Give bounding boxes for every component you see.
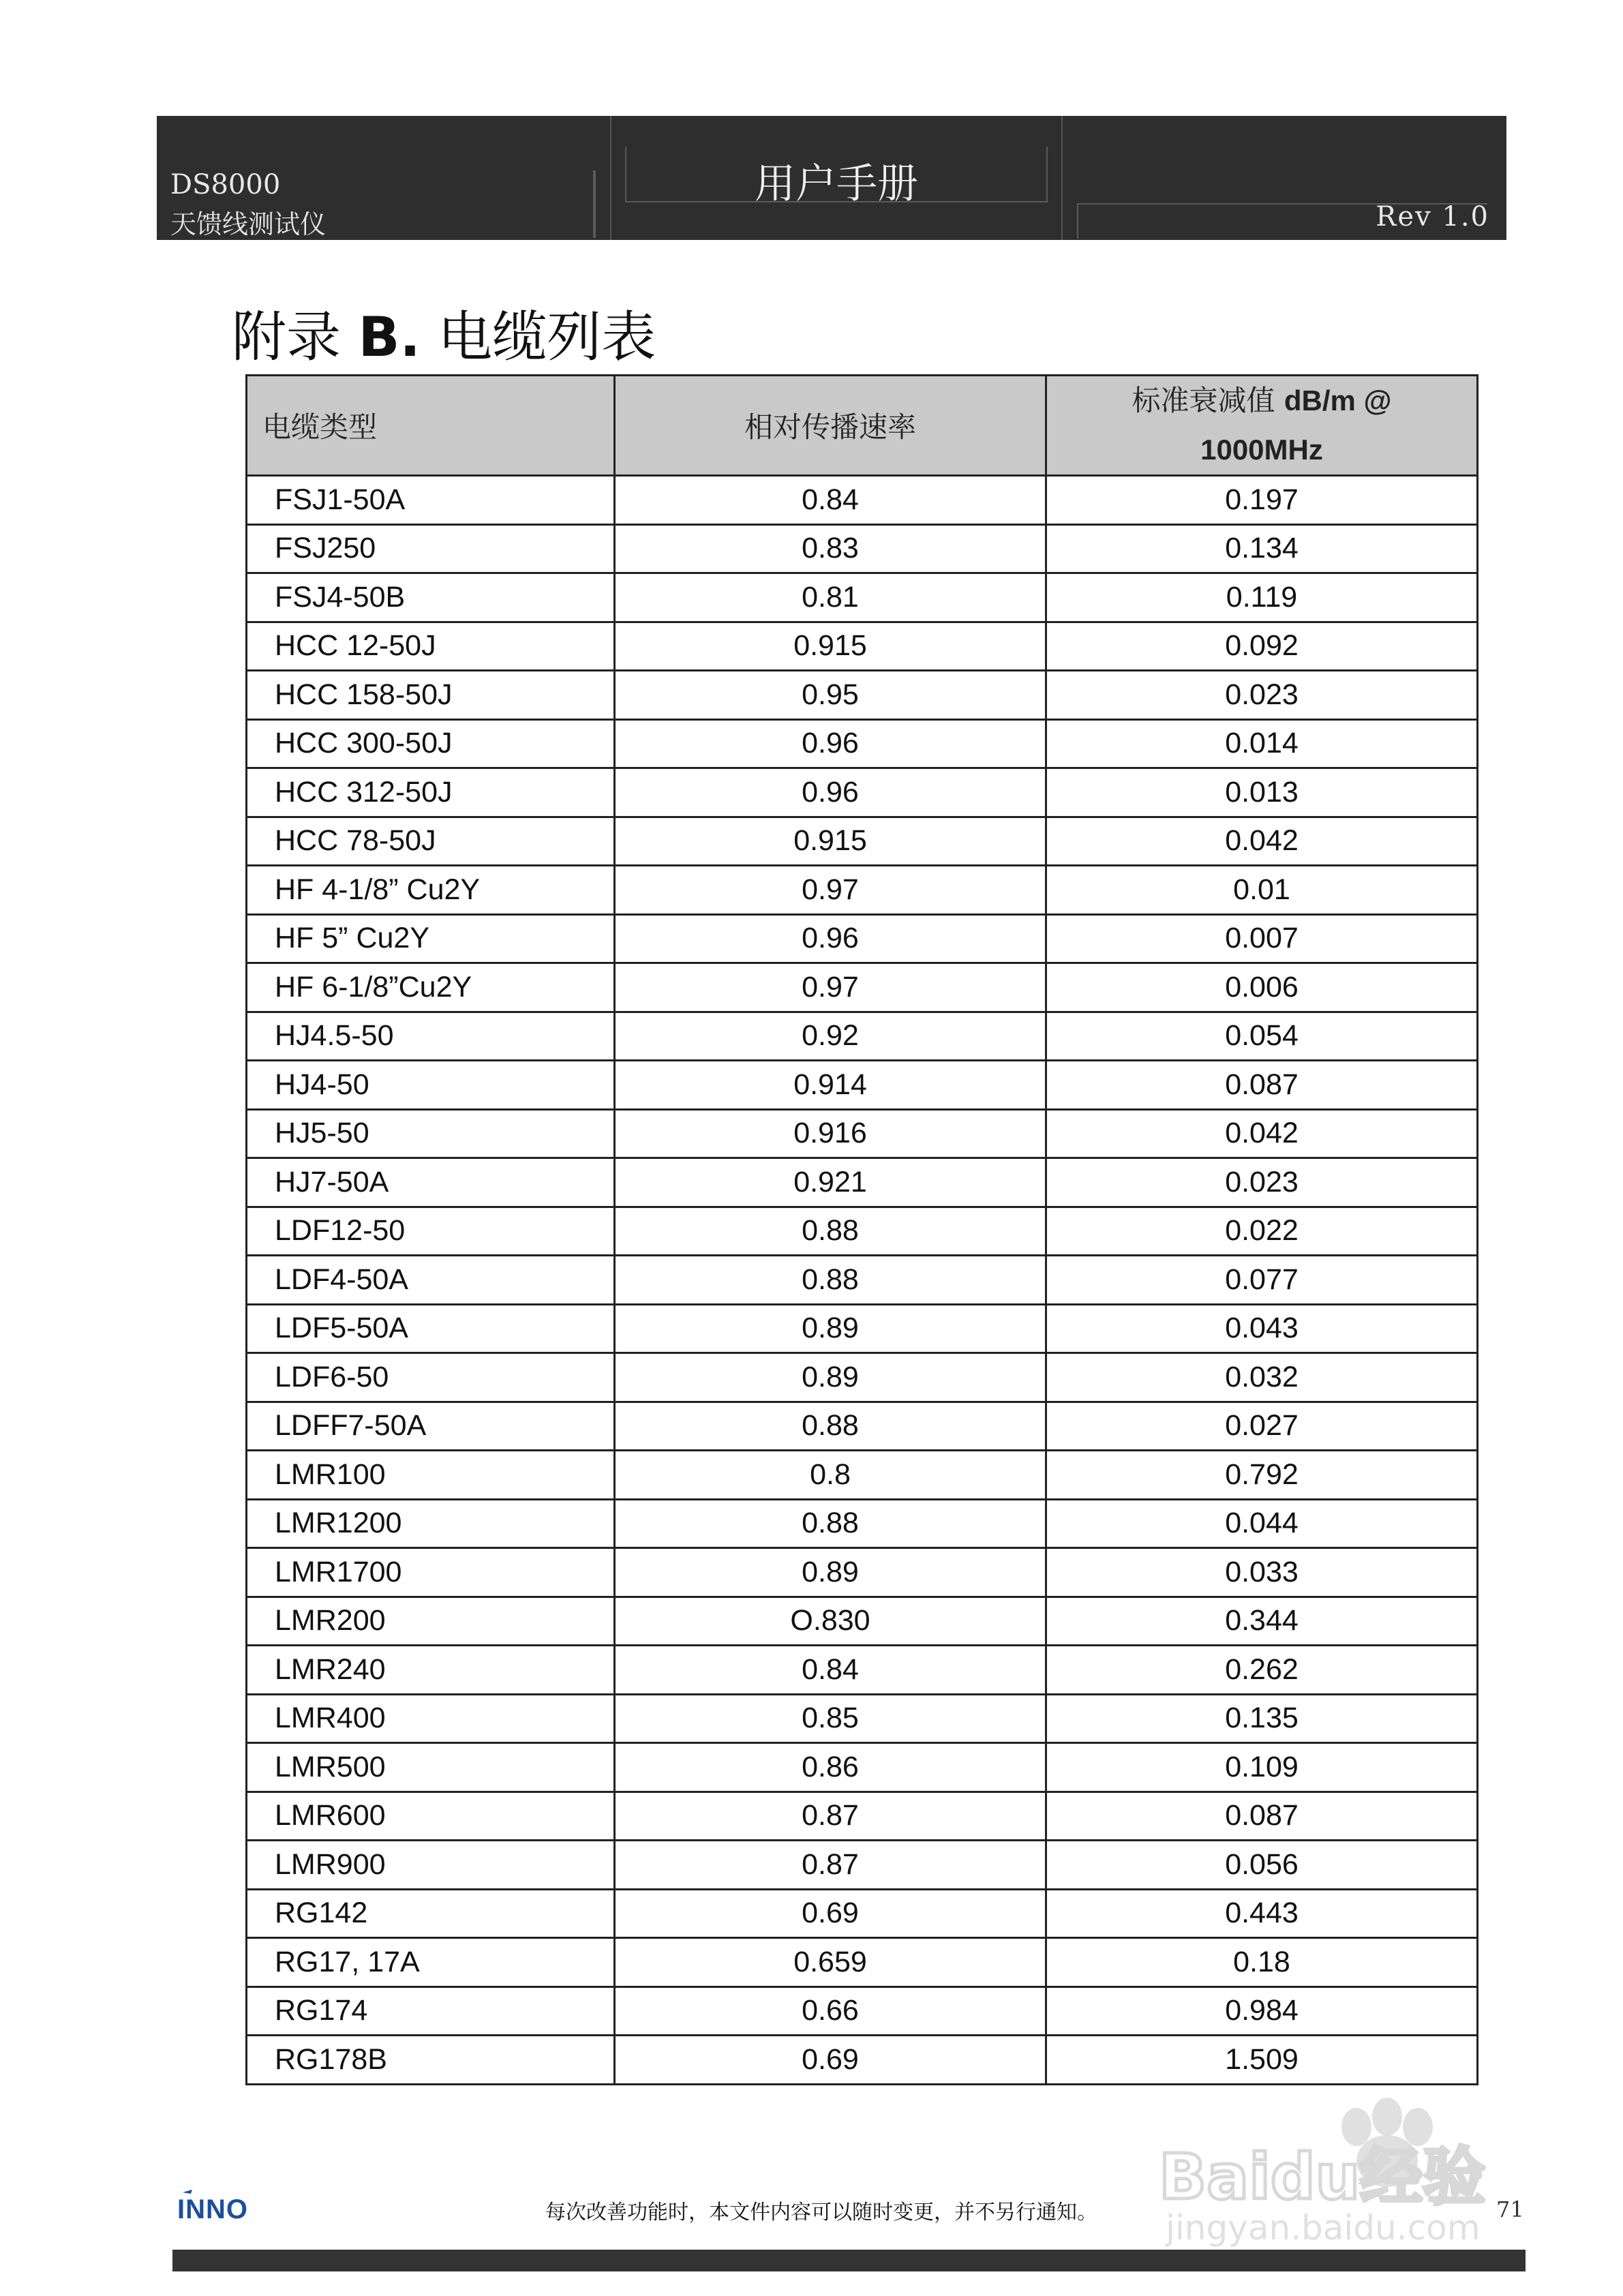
cell-cable-type: HJ4.5-50 (247, 1012, 615, 1061)
footer-notice: 每次改善功能时，本文件内容可以随时变更，并不另行通知。 (545, 2201, 1097, 2224)
cell-velocity: 0.84 (615, 476, 1046, 525)
cell-attenuation: 0.792 (1046, 1451, 1478, 1500)
header-attenuation-cn: 标准衰减值 (1132, 384, 1275, 417)
table-row (247, 963, 1478, 1012)
cell-velocity: 0.88 (615, 1402, 1046, 1451)
cell-attenuation: 0.135 (1046, 1694, 1478, 1743)
table-row (247, 2036, 1478, 2085)
table-row (247, 1158, 1478, 1207)
cell-cable-type: LDF5-50A (247, 1304, 615, 1353)
header-attenuation-unit: dB/m @ (1284, 384, 1392, 417)
cell-cable-type: RG174 (247, 1987, 615, 2036)
cell-cable-type: LDF4-50A (247, 1256, 615, 1305)
cell-velocity: 0.83 (615, 524, 1046, 573)
cell-velocity: 0.66 (615, 1987, 1046, 2036)
header-velocity: 相对传播速率 (615, 376, 1046, 476)
table-row (247, 1012, 1478, 1061)
table-row (247, 1694, 1478, 1743)
cell-velocity: 0.96 (615, 914, 1046, 963)
cell-attenuation: 0.014 (1046, 719, 1478, 768)
cell-attenuation: 0.043 (1046, 1304, 1478, 1353)
cell-cable-type: LMR200 (247, 1597, 615, 1646)
cell-cable-type: HF 6-1/8”Cu2Y (247, 963, 615, 1012)
inno-logo (177, 2190, 286, 2221)
cell-velocity: 0.81 (615, 573, 1046, 622)
cell-attenuation: 0.013 (1046, 768, 1478, 817)
table-row (247, 671, 1478, 720)
logo-text: INNO (177, 2194, 248, 2221)
header-left-panel (157, 116, 607, 240)
cell-cable-type: LMR1200 (247, 1499, 615, 1548)
table-row (247, 1938, 1478, 1987)
cell-attenuation: 0.443 (1046, 1889, 1478, 1938)
cell-cable-type: LMR240 (247, 1646, 615, 1695)
cell-cable-type: HCC 78-50J (247, 817, 615, 866)
table-row (247, 768, 1478, 817)
cell-cable-type: FSJ4-50B (247, 573, 615, 622)
cell-attenuation: 0.027 (1046, 1402, 1478, 1451)
table-row (247, 719, 1478, 768)
header-model: DS8000 (170, 169, 281, 200)
cell-velocity: 0.97 (615, 963, 1046, 1012)
page-title-prefix: 附录 (232, 305, 341, 369)
cell-velocity: 0.95 (615, 671, 1046, 720)
cell-attenuation: 0.006 (1046, 963, 1478, 1012)
cell-velocity: 0.89 (615, 1304, 1046, 1353)
cell-attenuation: 0.054 (1046, 1012, 1478, 1061)
cell-velocity: 0.69 (615, 2036, 1046, 2085)
cell-velocity: 0.89 (615, 1548, 1046, 1597)
table-row (247, 1402, 1478, 1451)
cell-velocity: 0.8 (615, 1451, 1046, 1500)
cable-table (245, 374, 1478, 2085)
cell-cable-type: HF 4-1/8” Cu2Y (247, 866, 615, 915)
header-attenuation-line1 (1047, 376, 1476, 425)
cell-cable-type: RG178B (247, 2036, 615, 2085)
cell-velocity: 0.88 (615, 1207, 1046, 1256)
table-row (247, 1889, 1478, 1938)
cell-velocity: 0.89 (615, 1353, 1046, 1402)
table-row (247, 1304, 1478, 1353)
table-row (247, 1743, 1478, 1792)
page-number: 71 (1496, 2196, 1524, 2222)
table-row (247, 476, 1478, 525)
header-revision: Rev 1.0 (1376, 201, 1489, 232)
cell-velocity: 0.88 (615, 1499, 1046, 1548)
cell-velocity: 0.84 (615, 1646, 1046, 1695)
cell-velocity: 0.97 (615, 866, 1046, 915)
cell-velocity: 0.87 (615, 1792, 1046, 1841)
cell-attenuation: 0.18 (1046, 1938, 1478, 1987)
cell-cable-type: LMR100 (247, 1451, 615, 1500)
cell-attenuation: 0.032 (1046, 1353, 1478, 1402)
cell-cable-type: LMR500 (247, 1743, 615, 1792)
page-title-name: 电缆列表 (438, 305, 656, 369)
cell-velocity: 0.915 (615, 622, 1046, 671)
header-divider (593, 170, 596, 238)
cell-cable-type: LMR400 (247, 1694, 615, 1743)
cell-attenuation: 0.262 (1046, 1646, 1478, 1695)
header-attenuation-freq: 1000MHz (1200, 434, 1323, 466)
cell-velocity: 0.659 (615, 1938, 1046, 1987)
cell-velocity: 0.87 (615, 1841, 1046, 1890)
cell-velocity: 0.921 (615, 1158, 1046, 1207)
cell-attenuation: 0.077 (1046, 1256, 1478, 1305)
cell-cable-type: HCC 300-50J (247, 719, 615, 768)
table-row (247, 817, 1478, 866)
cell-velocity: 0.86 (615, 1743, 1046, 1792)
cell-velocity: 0.915 (615, 817, 1046, 866)
cell-attenuation: 0.087 (1046, 1061, 1478, 1110)
table-row (247, 1646, 1478, 1695)
page-title-letter: B. (358, 305, 421, 369)
table-row (247, 1499, 1478, 1548)
cell-attenuation: 0.01 (1046, 866, 1478, 915)
header-subtitle: 天馈线测试仪 (170, 209, 327, 239)
cell-cable-type: HJ5-50 (247, 1109, 615, 1158)
table-row (247, 1061, 1478, 1110)
table-row (247, 866, 1478, 915)
cell-attenuation: 0.197 (1046, 476, 1478, 525)
cell-velocity: 0.96 (615, 719, 1046, 768)
header-center-panel (610, 116, 1063, 240)
cell-attenuation: 0.119 (1046, 573, 1478, 622)
cell-attenuation: 0.033 (1046, 1548, 1478, 1597)
cell-attenuation: 0.092 (1046, 622, 1478, 671)
cell-cable-type: LDFF7-50A (247, 1402, 615, 1451)
cell-attenuation: 0.042 (1046, 817, 1478, 866)
cell-cable-type: HCC 158-50J (247, 671, 615, 720)
table-row (247, 1207, 1478, 1256)
cell-attenuation: 0.042 (1046, 1109, 1478, 1158)
cell-velocity: 0.916 (615, 1109, 1046, 1158)
cell-velocity: 0.88 (615, 1256, 1046, 1305)
table-row (247, 1548, 1478, 1597)
table-row (247, 1451, 1478, 1500)
table-row (247, 1353, 1478, 1402)
cell-velocity: 0.69 (615, 1889, 1046, 1938)
cell-cable-type: LMR600 (247, 1792, 615, 1841)
page-title (232, 293, 656, 372)
cell-cable-type: HCC 312-50J (247, 768, 615, 817)
table-row (247, 1987, 1478, 2036)
header-right-panel (1063, 116, 1506, 240)
cell-attenuation: 0.087 (1046, 1792, 1478, 1841)
document-header (157, 116, 1506, 240)
header-title: 用户手册 (755, 160, 918, 208)
table-row (247, 1109, 1478, 1158)
cell-attenuation: 0.023 (1046, 671, 1478, 720)
baidu-watermark (1152, 2079, 1534, 2250)
cell-cable-type: HJ4-50 (247, 1061, 615, 1110)
cell-attenuation: 0.022 (1046, 1207, 1478, 1256)
cell-cable-type: HF 5” Cu2Y (247, 914, 615, 963)
watermark-url: jingyan.baidu.com (1166, 2208, 1481, 2248)
cell-cable-type: LMR1700 (247, 1548, 615, 1597)
cell-attenuation: 0.023 (1046, 1158, 1478, 1207)
cell-attenuation: 1.509 (1046, 2036, 1478, 2085)
cell-velocity: 0.85 (615, 1694, 1046, 1743)
table-row (247, 914, 1478, 963)
cell-attenuation: 0.007 (1046, 914, 1478, 963)
table-header-row (247, 376, 1478, 476)
cell-cable-type: HCC 12-50J (247, 622, 615, 671)
table-row (247, 622, 1478, 671)
cell-velocity: 0.96 (615, 768, 1046, 817)
table-body (247, 476, 1478, 2085)
footer-bar (172, 2250, 1526, 2271)
cell-cable-type: RG17, 17A (247, 1938, 615, 1987)
cell-cable-type: LMR900 (247, 1841, 615, 1890)
cell-attenuation: 0.984 (1046, 1987, 1478, 2036)
header-cable-type: 电缆类型 (247, 376, 615, 476)
table-row (247, 1841, 1478, 1890)
table-row (247, 573, 1478, 622)
table-row (247, 524, 1478, 573)
cell-cable-type: LDF12-50 (247, 1207, 615, 1256)
cell-velocity: O.830 (615, 1597, 1046, 1646)
cell-attenuation: 0.134 (1046, 524, 1478, 573)
table-row (247, 1256, 1478, 1305)
cell-attenuation: 0.344 (1046, 1597, 1478, 1646)
table-row (247, 1792, 1478, 1841)
cell-attenuation: 0.109 (1046, 1743, 1478, 1792)
header-attenuation (1046, 376, 1478, 476)
cell-cable-type: FSJ250 (247, 524, 615, 573)
cell-attenuation: 0.056 (1046, 1841, 1478, 1890)
cell-cable-type: RG142 (247, 1889, 615, 1938)
cell-velocity: 0.92 (615, 1012, 1046, 1061)
cell-cable-type: LDF6-50 (247, 1353, 615, 1402)
cell-cable-type: HJ7-50A (247, 1158, 615, 1207)
cell-cable-type: FSJ1-50A (247, 476, 615, 525)
watermark-brand: Baidu经验 (1159, 2141, 1486, 2214)
cell-attenuation: 0.044 (1046, 1499, 1478, 1548)
table-row (247, 1597, 1478, 1646)
cell-velocity: 0.914 (615, 1061, 1046, 1110)
